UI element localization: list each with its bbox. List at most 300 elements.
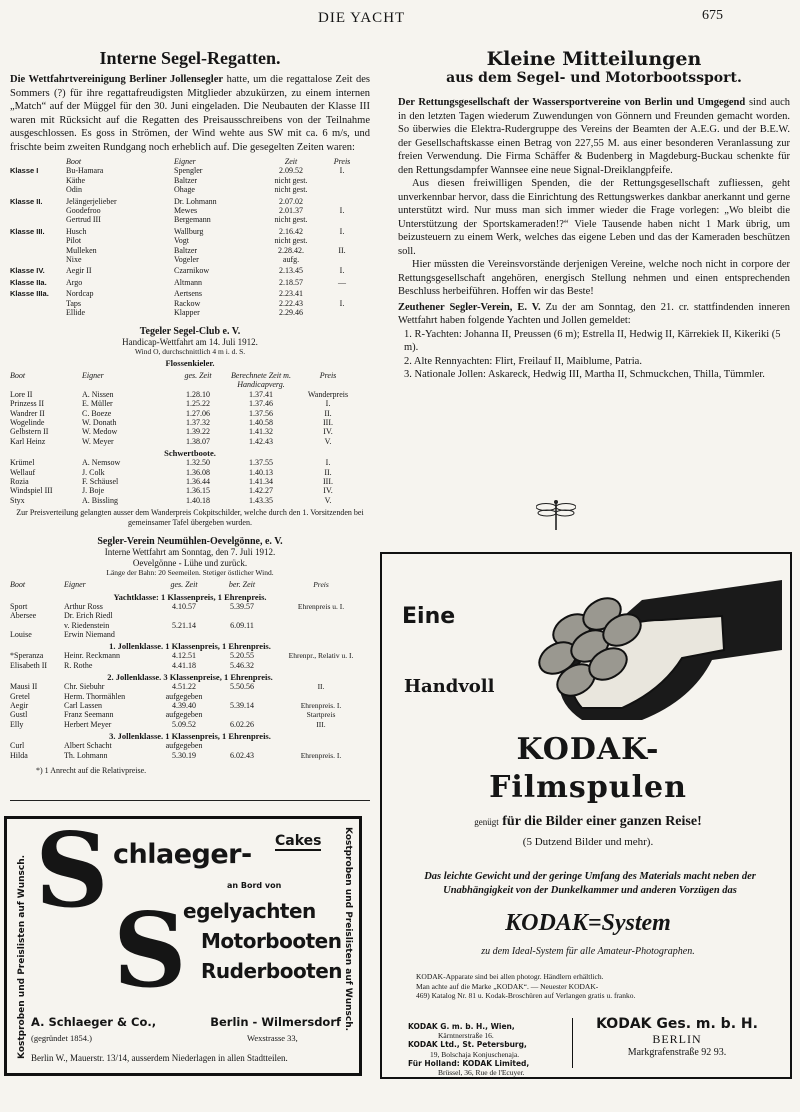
news-title: Kleine Mitteilungen xyxy=(486,48,702,70)
journal-title: DIE YACHT xyxy=(318,10,406,26)
ad-line-segelyachten: egelyachten xyxy=(183,899,316,923)
table-cell: I. xyxy=(339,266,345,276)
tegeler-note: Zur Preisverteilung gelangten ausser dem Wanderpreis Cokpitschilder, welche durch den 1. Vorsitzenden bei gemeinsamer Tafel übergeben wurden. xyxy=(16,508,364,528)
table-cell: A. Bissling xyxy=(82,495,119,505)
ad-branch: Berlin W., Mauerstr. 13/14, ausserdem Niederlagen in allen Stadtteilen. xyxy=(31,1053,288,1063)
table-cell: 2.29.46 xyxy=(279,308,303,318)
table-cell: *Speranza xyxy=(10,651,44,661)
table-cell: 6.09.11 xyxy=(230,620,254,630)
ad-firm-name: A. Schlaeger & Co., xyxy=(31,1015,157,1029)
table-cell: Wallburg xyxy=(174,226,204,236)
table-cell: Mausi II xyxy=(10,682,38,692)
page-number: 675 xyxy=(702,8,723,23)
table-cell xyxy=(10,255,66,264)
table-row xyxy=(10,418,370,427)
table-cell: II. xyxy=(324,408,332,418)
table-cell: Spengler xyxy=(174,166,203,176)
table-row xyxy=(10,246,370,255)
news-subtitle: aus dem Segel- und Motorbootssport. xyxy=(446,70,742,86)
table-cell: Taps xyxy=(66,298,81,308)
table-row xyxy=(10,437,370,446)
col-zeit: Zeit xyxy=(284,157,298,166)
tegeler-class-2: Schwertboote. xyxy=(164,448,216,459)
ad-line-ruderbooten: Ruderbooten xyxy=(201,959,343,983)
table-cell: Abersee xyxy=(10,611,37,621)
ad-fine-3 xyxy=(416,991,776,1001)
table-cell xyxy=(276,661,366,670)
table-cell xyxy=(322,197,362,206)
col-eigner: Eigner xyxy=(82,371,104,380)
table-cell: Hilda xyxy=(10,750,28,760)
ad-line-motorbooten: Motorbooten xyxy=(201,929,342,953)
ad-divider xyxy=(572,1018,573,1068)
table-cell: Käthe xyxy=(66,175,86,185)
list-item: 3. Nationale Jollen: Askareck, Hedwig III, Martha II, Schmuckchen, Thilla, Tümmler. xyxy=(404,369,765,380)
table-cell: I. xyxy=(339,226,345,236)
table-cell: Ehrenpr., Relativ u. I. xyxy=(288,651,354,661)
table-cell xyxy=(10,246,66,255)
table-cell: 1.40.18 xyxy=(186,495,210,505)
table-cell: Jelängerjelieber xyxy=(66,196,117,206)
ad-addr-wien-street: Kärntnerstraße 16. xyxy=(438,1031,494,1041)
table-cell xyxy=(276,621,366,630)
table-cell: IV. xyxy=(323,427,333,437)
table-row xyxy=(10,308,370,317)
table-row xyxy=(10,206,370,215)
table-row xyxy=(10,236,370,245)
table-row xyxy=(10,477,370,486)
list-item: 2. Alte Rennyachten: Flirt, Freilauf II, Maiblume, Patria. xyxy=(404,355,642,367)
news-paragraph-1 xyxy=(398,96,790,177)
table-cell: Startpreis xyxy=(306,710,336,720)
ad-addr-petersburg: KODAK Ltd., St. Petersburg, xyxy=(408,1040,527,1050)
table-row xyxy=(10,289,370,298)
table-row xyxy=(10,278,370,287)
table-cell: Dr. Lohmann xyxy=(174,196,217,206)
table-cell: Klasse IIa. xyxy=(10,277,47,287)
col-preis: Preis xyxy=(313,580,329,590)
table-cell: 4.51.22 xyxy=(172,682,196,692)
table-row xyxy=(10,741,370,750)
intro-lead: Die Wettfahrtvereinigung Berliner Jollensegler xyxy=(10,74,224,85)
table-cell xyxy=(276,611,366,620)
ad-side-text-left: Kostproben und Preislisten auf Wunsch. xyxy=(17,854,27,1059)
table-cell: R. Rothe xyxy=(64,660,93,670)
table-cell: 5.46.32 xyxy=(230,660,254,670)
tegeler-sub2: Wind O, durchschnittlich 4 m i. d. S. xyxy=(134,347,246,356)
ad-main-name: KODAK Ges. m. b. H. xyxy=(596,1016,758,1032)
table-cell: Elly xyxy=(10,719,24,729)
table-cell: III. xyxy=(323,418,333,428)
table-cell: Husch xyxy=(66,226,87,236)
class-heading: Yachtklasse: 1 Klassenpreis, 1 Ehrenpreis. xyxy=(113,591,267,602)
table-row xyxy=(10,427,370,436)
table-cell: 2.07.02 xyxy=(279,196,303,206)
table-cell xyxy=(10,185,66,194)
table-cell xyxy=(322,255,362,264)
table-cell: Styx xyxy=(10,495,25,505)
table-cell: Prinzess II xyxy=(10,399,44,409)
table-cell: 1.25.22 xyxy=(186,399,210,409)
table-cell: Erwin Niemand xyxy=(64,629,115,639)
intro-text: hatte, um die regattalose Zeit des Sommers (?) für ihre regattafreudigsten Mitglieder abzukürzen, zu einem internen „Match“ auf der Müggel für den 30. Juni eingeladen. Die Neubauten der Klasse III waren mit Rücksicht auf die Regatten des Preisausschreibens von der Teilnahme ausgeschlossen. Es goss in Strömen, der Wind wehte aus SW mit ca. 6 m/s, und frischte beim zweiten Rundgang noch erheblich auf. Die gesegelten Zeiten waren: xyxy=(10,74,370,153)
table-row xyxy=(10,390,370,399)
table-cell: II. xyxy=(324,467,332,477)
table-cell xyxy=(10,236,66,245)
table-cell: Aegir II xyxy=(66,266,92,276)
news-paragraph-2: Aus diesen freiwilligen Spenden, die der Rettungsgesellschaft zufliessen, geht unverkennbar hervor, dass die Einrichtung des Rettungswerkes dankbar anerkannt und gerne unterstützt wird. Nur muss man sich immer wieder die Frage vorlegen: „Wo bleibt die Unterstützung der Sportskameraden!?“ Viele Tausende haben nicht 1 Mark übrig, um beizusteuern zu einem Werk, welches das eigene Leben und das der Kameraden beschützen soll. xyxy=(398,178,790,257)
schlaeger-advertisement xyxy=(4,811,362,1076)
ad-firm-city: Berlin - Wilmersdorf xyxy=(210,1015,341,1029)
table-cell: aufg. xyxy=(282,255,300,265)
ad-firm xyxy=(31,1015,341,1029)
table-cell: 5.39.57 xyxy=(230,601,254,611)
table-cell: 4.39.40 xyxy=(172,700,196,710)
table-cell: Baltzer xyxy=(174,245,198,255)
ad-fine-3-text: Katalog Nr. 81 u. Kodak-Broschüren auf Verlangen gratis u. franko. xyxy=(431,991,636,1000)
table-row xyxy=(10,611,370,620)
table-cell: Sport xyxy=(10,601,28,611)
table-cell: 5.39.14 xyxy=(230,700,254,710)
table-cell: V. xyxy=(324,436,332,446)
table-cell xyxy=(160,611,208,620)
left-column xyxy=(10,48,370,800)
table-cell: Klasse III. xyxy=(10,226,45,236)
table-cell: Dr. Erich Riedl xyxy=(64,611,113,621)
ad-addr-holland: Für Holland: KODAK Limited, xyxy=(408,1058,530,1068)
table-cell: I. xyxy=(339,298,345,308)
table-row xyxy=(10,661,370,670)
table-cell xyxy=(208,611,276,620)
table-cell: Baltzer xyxy=(174,175,198,185)
col-preis: Preis xyxy=(319,371,337,380)
table-cell: Wogelinde xyxy=(10,418,45,428)
table-cell: A. Nissen xyxy=(82,389,114,399)
table-cell xyxy=(276,741,366,750)
ad-dutzend: (5 Dutzend Bilder und mehr). xyxy=(522,836,654,848)
table-cell: III. xyxy=(323,477,333,487)
ad-main-street: Markgrafenstraße 92 93. xyxy=(627,1047,727,1058)
table-cell: 5.21.14 xyxy=(172,620,196,630)
table-cell: 1.27.06 xyxy=(186,408,210,418)
table-cell: 2.22.43 xyxy=(279,298,303,308)
ad-italic-text: Das leichte Gewicht und der geringe Umfang des Materials macht neben der Unabhängigkeit von der Dunkelkammer und anderen Vorzügen das xyxy=(424,871,756,896)
column-divider-rule xyxy=(10,800,370,801)
table-cell: aufgegeben xyxy=(165,741,203,751)
table-cell: W. Donath xyxy=(82,418,117,428)
table-cell: 1.36.44 xyxy=(186,477,210,487)
table-cell: Gretel xyxy=(10,691,30,701)
table-cell: nicht gest. xyxy=(274,215,308,225)
table-cell xyxy=(322,185,362,194)
table-cell: 1.40.13 xyxy=(249,467,273,477)
table-cell xyxy=(208,692,276,701)
table-cell: 1.28.10 xyxy=(186,389,210,399)
table-cell: Rackow xyxy=(174,298,201,308)
table-cell: 2.18.57 xyxy=(279,277,303,287)
table-row xyxy=(10,215,370,224)
table-cell: Heinr. Reckmann xyxy=(64,651,120,661)
ad-addr-holland-street: Brüssel, 36, Rue de l'Ecuyer. xyxy=(438,1068,525,1078)
table-cell xyxy=(160,630,208,639)
col-boot: Boot xyxy=(66,157,82,166)
table-cell: Carl Lassen xyxy=(64,700,102,710)
table-cell: Mewes xyxy=(174,206,198,216)
footnote: *) 1 Anrecht auf die Relativpreise. xyxy=(36,765,147,775)
table-cell: IV. xyxy=(323,486,333,496)
table-cell: Klasse IIIa. xyxy=(10,289,49,299)
col-ges-zeit: ges. Zeit xyxy=(170,580,198,590)
col-eigner: Eigner xyxy=(64,580,86,590)
table-row xyxy=(10,701,370,710)
table-cell: Albert Schacht xyxy=(64,741,112,751)
table-cell: 1.43.35 xyxy=(249,495,273,505)
ad-fine-2: Man achte auf die Marke „KODAK“. — Neuester KODAK- xyxy=(416,981,599,991)
table-cell: 1.40.58 xyxy=(249,418,273,428)
news-p4-lead: Zeuthener Segler-Verein, E. V. xyxy=(398,301,541,313)
table-cell: II. xyxy=(317,682,325,692)
table-cell: III. xyxy=(316,719,326,729)
col-boot: Boot xyxy=(10,371,26,380)
table-cell: Herbert Meyer xyxy=(64,719,112,729)
table-cell: Lore II xyxy=(10,389,33,399)
table-cell: Krümel xyxy=(10,458,35,468)
table-cell: Gertrud III xyxy=(66,215,101,225)
table-cell: V. xyxy=(324,495,332,505)
ad-genuegt-text: für die Bilder einer ganzen Reise! xyxy=(502,814,702,829)
ad-main-address xyxy=(582,1016,772,1058)
table-cell: Louise xyxy=(10,629,32,639)
table-row xyxy=(10,602,370,611)
ad-genuegt-pre: genügt xyxy=(474,817,499,827)
table-cell: Ehrenpreis u. I. xyxy=(297,601,345,611)
table-row xyxy=(10,682,370,691)
table-cell: C. Boeze xyxy=(82,408,112,418)
table-cell: 5.50.56 xyxy=(230,682,254,692)
table-cell: Ohage xyxy=(174,185,195,195)
table-cell: Klasse IV. xyxy=(10,266,45,276)
table-cell: 2.01.37 xyxy=(279,206,303,216)
table-cell: Curl xyxy=(10,741,25,751)
dragonfly-ornament-icon xyxy=(536,498,576,532)
table-cell: Ehrenpreis. I. xyxy=(300,700,342,710)
page-header xyxy=(0,6,800,28)
neumuehlen-sub1: Interne Wettfahrt am Sonntag, den 7. Juli 1912. xyxy=(104,547,276,558)
hand-holding-film-rolls-icon xyxy=(462,580,782,730)
table-row xyxy=(10,255,370,264)
tegeler-table-header xyxy=(10,371,370,390)
ad-eine: Eine xyxy=(402,604,456,629)
table-cell: Arthur Ross xyxy=(64,601,103,611)
ad-addr-petersburg-street: 19, Bolschaja Konjuschenaja. xyxy=(430,1049,520,1059)
tegeler-title: Tegeler Segel-Club e. V. xyxy=(139,325,241,337)
col-eigner: Eigner xyxy=(174,157,196,166)
table-cell: Windspiel III xyxy=(10,486,53,496)
table-cell xyxy=(10,215,66,224)
table-cell: Elisabeth II xyxy=(10,660,48,670)
table-cell: Ehrenpreis. I. xyxy=(300,750,342,760)
table-cell xyxy=(10,206,66,215)
col-ber-zeit: ber. Zeit xyxy=(228,580,256,590)
table-cell: I. xyxy=(339,166,345,176)
table-cell: Klasse II. xyxy=(10,196,43,206)
table-row xyxy=(10,630,370,639)
table-row xyxy=(10,751,370,760)
table-cell: Odin xyxy=(66,185,82,195)
ad-kodak-heading: KODAK- xyxy=(516,732,660,767)
intro-paragraph xyxy=(10,73,370,154)
neumuehlen-table-header xyxy=(10,580,370,589)
table-cell: nicht gest. xyxy=(274,175,308,185)
table-row xyxy=(10,496,370,505)
table-cell: 1.37.41 xyxy=(249,389,273,399)
table-cell: Argo xyxy=(66,277,83,287)
table-cell: 4.12.51 xyxy=(172,651,196,661)
ad-fine-print xyxy=(416,972,776,1001)
section-title: Interne Segel-Regatten. xyxy=(99,48,281,68)
table-cell: Klasse I xyxy=(10,166,39,176)
table-row xyxy=(10,266,370,275)
ad-genuegt xyxy=(382,814,794,830)
table-cell: Th. Lohmann xyxy=(64,750,108,760)
table-cell: Vogt xyxy=(174,236,189,246)
table-cell: Ellide xyxy=(66,308,86,318)
table-cell: Bu-Hamara xyxy=(66,166,104,176)
table-cell: 1.36.08 xyxy=(186,467,210,477)
results-table-1 xyxy=(10,157,370,318)
table-row xyxy=(10,166,370,175)
ad-handvoll: Handvoll xyxy=(404,676,495,697)
class-heading: 1. Jollenklasse. 1 Klassenpreis, 1 Ehrenpreis. xyxy=(109,641,271,652)
table-cell: 2.23.41 xyxy=(279,289,303,299)
table-cell: Wellauf xyxy=(10,467,36,477)
table-cell xyxy=(322,176,362,185)
table-cell: 4.10.57 xyxy=(172,601,196,611)
table-cell: F. Schäusel xyxy=(82,477,119,487)
news-p1-lead: Der Rettungsgesellschaft der Wassersportvereine von Berlin und Umgegend xyxy=(398,97,746,108)
table-cell: Vogeler xyxy=(174,255,199,265)
class-heading: 2. Jollenklasse. 3 Klassenpreise, 1 Ehrenpreis. xyxy=(107,672,273,683)
ad-cakes: Cakes xyxy=(275,833,322,849)
table-cell: 1.39.22 xyxy=(186,427,210,437)
table-cell: 6.02.43 xyxy=(230,750,254,760)
ad-brand: chlaeger- xyxy=(113,839,252,870)
table-cell xyxy=(208,741,276,750)
table-row xyxy=(10,710,370,719)
table-cell: 1.41.34 xyxy=(249,477,273,487)
table-cell: Gustl xyxy=(10,710,28,720)
table-cell: 1.38.07 xyxy=(186,436,210,446)
table-cell: Nixe xyxy=(66,255,82,265)
table-cell: Gelbstern II xyxy=(10,427,49,437)
table-cell: Mulleken xyxy=(66,245,97,255)
table-cell: 2.16.42 xyxy=(279,226,303,236)
tegeler-table xyxy=(10,371,370,505)
table-cell xyxy=(322,289,362,298)
table-cell: 5.20.55 xyxy=(230,651,254,661)
table-cell: II. xyxy=(338,245,346,255)
table-cell: A. Nemsow xyxy=(82,458,121,468)
table-cell: Czarnikow xyxy=(174,266,210,276)
ad-big-letter-1: S xyxy=(35,811,109,931)
col-boot: Boot xyxy=(10,580,26,590)
table-cell: Wandrer II xyxy=(10,408,45,418)
table-cell: 5.30.19 xyxy=(172,750,196,760)
ad-main-city: BERLIN xyxy=(652,1032,702,1046)
table-row xyxy=(10,720,370,729)
table-cell: aufgegeben xyxy=(165,691,203,701)
table-cell: E. Müller xyxy=(82,399,113,409)
table-cell: 2.13.45 xyxy=(279,266,303,276)
table-cell: Klapper xyxy=(174,308,200,318)
table-cell: Chr. Siebuhr xyxy=(64,682,105,692)
table-cell xyxy=(322,215,362,224)
table-cell: 1.32.50 xyxy=(186,458,210,468)
table-cell: 6.02.26 xyxy=(230,719,254,729)
table-cell: W. Medow xyxy=(82,427,118,437)
table-cell: Franz Seemann xyxy=(64,710,114,720)
neumuehlen-sub3: Länge der Bahn: 20 Seemeilen. Stetiger östlicher Wind. xyxy=(106,568,274,578)
table-cell: Altmann xyxy=(174,277,202,287)
results-table-1-header xyxy=(10,157,370,166)
table-cell: Bergemann xyxy=(174,215,211,225)
table-row xyxy=(10,651,370,660)
table-cell: Wanderpreis xyxy=(307,389,349,399)
entries-list xyxy=(398,328,790,382)
table-row xyxy=(10,197,370,206)
list-item: 1. R-Yachten: Johanna II, Preussen (6 m); Estrella II, Hedwig II, Kärrekiek II, Kikeriki (5 m). xyxy=(404,328,781,353)
ad-ideal: zu dem Ideal-System für alle Amateur-Photographen. xyxy=(481,946,695,957)
news-paragraph-3: Hier müssten die Vereinsvorstände derjenigen Vereine, welche noch nicht in corpore der Rettungsgesellschaft angehören, energisch Stellung nehmen und einen entsprechenden Beschluss herbeiführen. Hoffen wir das Beste! xyxy=(398,259,790,297)
tegeler-class-1: Flossenkieler. xyxy=(165,358,215,368)
col-ges-zeit: ges. Zeit xyxy=(184,371,212,380)
table-cell: I. xyxy=(325,399,331,409)
news-p1-text: sind auch in den letzten Tagen wiederum Zuwendungen von Gönnern und Freunden gemacht worden. So überwies die Elektra-Rudergruppe des Vereins der Beamten der A.E.G. und der B.E.W. der Gesellschaftskasse einen Betrag von 227,55 M. aus einer besonderen Veranlassung zur freien Verwendung. Die Firma Schäffer & Budenberg in Magdeburg-Buckau schenkte für den Rettungsdampfer Wannsee eine neue Signal-Dreiklangpfeife. xyxy=(398,97,790,176)
table-cell: — xyxy=(338,277,346,287)
right-column xyxy=(398,48,790,538)
table-cell: 2.28.42. xyxy=(278,245,304,255)
table-cell: 1.37.55 xyxy=(249,458,273,468)
table-cell: 5.09.52 xyxy=(172,719,196,729)
table-row xyxy=(10,458,370,467)
table-cell: Herm. Thormählen xyxy=(64,691,126,701)
table-cell xyxy=(276,630,366,639)
table-cell: v. Riedenstein xyxy=(64,620,110,630)
table-cell: 1.41.32 xyxy=(249,427,273,437)
table-cell: 1.42.27 xyxy=(249,486,273,496)
table-cell: Goodefroo xyxy=(66,206,101,216)
table-cell xyxy=(10,621,64,630)
table-cell: J. Boje xyxy=(82,486,105,496)
table-row xyxy=(10,227,370,236)
col-ber-zeit: Berechnete Zeit m. Handicapverg. xyxy=(231,371,291,390)
tegeler-sub1: Handicap-Wettfahrt am 14. Juli 1912. xyxy=(122,336,258,347)
table-cell: Aegir xyxy=(10,700,29,710)
table-cell: aufgegeben xyxy=(165,710,203,720)
table-cell xyxy=(10,299,66,308)
table-cell: 1.37.32 xyxy=(186,418,210,428)
table-cell: I. xyxy=(339,206,345,216)
neumuehlen-table xyxy=(10,580,370,760)
neumuehlen-sub2: Oevelgönne - Lühe und zurück. xyxy=(132,557,248,568)
table-cell xyxy=(10,176,66,185)
table-row xyxy=(10,468,370,477)
table-row xyxy=(10,486,370,495)
table-row xyxy=(10,692,370,701)
table-cell xyxy=(208,630,276,639)
ad-branch-addresses xyxy=(408,1022,529,1077)
neumuehlen-title: Segler-Verein Neumühlen-Oevelgönne, e. V. xyxy=(97,536,283,548)
